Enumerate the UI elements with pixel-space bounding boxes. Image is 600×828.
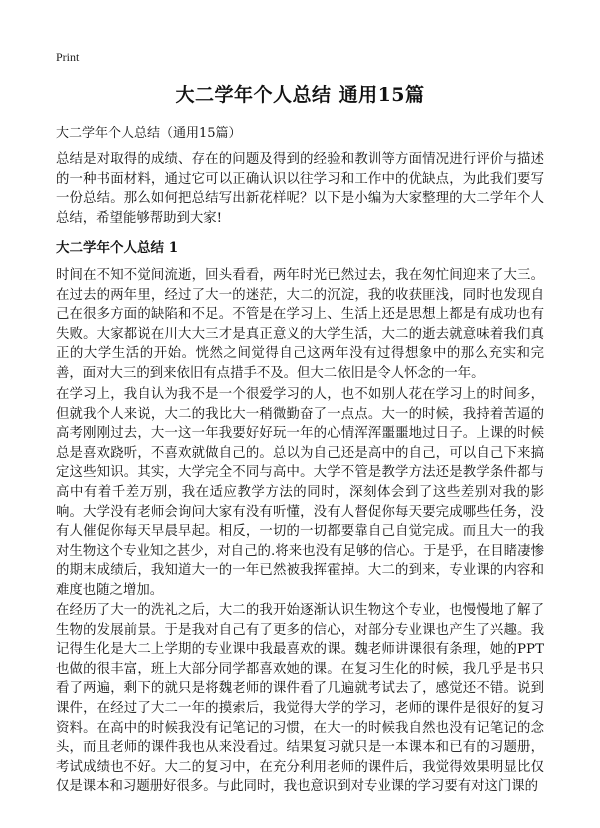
document-subtitle: 大二学年个人总结（通用15篇） — [56, 126, 242, 141]
print-label[interactable]: Print — [56, 50, 80, 64]
section-heading: 大二学年个人总结 1 — [56, 240, 179, 256]
body-paragraph-2: 在学习上，我自认为我不是一个很爱学习的人，也不如别人花在学习上的时间多，但就我个人来说，大二的我比大一稍微勤奋了一点点。大一的时候，我持着苦逼的高考刚刚过去，大一这一年我要好好玩一年的心情浑浑噩噩地过日子。上课的时候总是喜欢跷听，不喜欢就做自己的。总以为自己还是高中的自己，可以自己下来搞定这些知识。其实，大学完全不同与高中。大学不管是教学方法还是教学条件都与高中有着千差万别，我在适应教学方法的同时，深刻体会到了这些差别对我的影响。大学没有老师会询问大家有没有听懂，没有人督促你每天要完成哪些任务，没有人催促你每天早晨早起。相反，一切的一切都要靠自己自觉完成。而且大一的我对生物这个专业知之甚少，对自己的.将来也没有足够的信心。于是乎，在目睹凄惨的期末成绩后，我知道大一的一年已然被我挥霍掉。大二的到来，专业课的内容和难度也随之增加。 — [56, 387, 544, 598]
body-paragraph-3: 在经历了大一的洗礼之后，大二的我开始逐渐认识生物这个专业，也慢慢地了解了生物的发展前景。于是我对自己有了更多的信心，对部分专业课也产生了兴趣。我记得生化是大二上学期的专业课中我最喜欢的课。魏老师讲课很有条理，她的PPT也做的很丰富，班上大部分同学都喜欢她的课。在复习生化的时候，我几乎是书只看了两遍，剩下的就只是将魏老师的课件看了几遍就考试去了，感觉还不错。说到课件，在经过了大二一年的摸索后，我觉得大学的学习，老师的课件是很好的复习资料。在高中的时候我没有记笔记的习惯，在大一的时候我自然也没有记笔记的念头，而且老师的课件我也从来没看过。结果复习就只是一本课本和已有的习题册，考试成绩也不好。大二的复习中，在充分利用老师的课件后，我觉得效果明显比仅仅是课本和习题册好很多。与此同时，我也意识到对专业课的学习要有对这门课的 — [56, 603, 544, 795]
document-title: 大二学年个人总结 通用15篇 — [175, 84, 425, 106]
body-paragraph-1: 时间在不知不觉间流逝，回头看看，两年时光已然过去，我在匆忙间迎来了大三。在过去的两年里，经过了大一的迷茫，大二的沉淀，我的收获匪浅，同时也发现自己在很多方面的缺陷和不足。不管是在学习上、生活上还是思想上都是有成功也有失败。大家都说在川大大三才是真正意义的大学生活，大二的逝去就意味着我们真正的大学生活的开始。恍然之间觉得自己这两年没有过得想象中的那么充实和完善，面对大三的到来依旧有点措手不及。但大二依旧是令人怀念的一年。 — [56, 268, 544, 381]
intro-paragraph: 总结是对取得的成绩、存在的问题及得到的经验和教训等方面情况进行评价与描述的一种书面材料，通过它可以正确认识以往学习和工作中的优缺点，为此我们要写一份总结。那么如何把总结写出新花样呢？以下是小编为大家整理的大二学年个人总结，希望能够帮助到大家! — [56, 152, 544, 226]
